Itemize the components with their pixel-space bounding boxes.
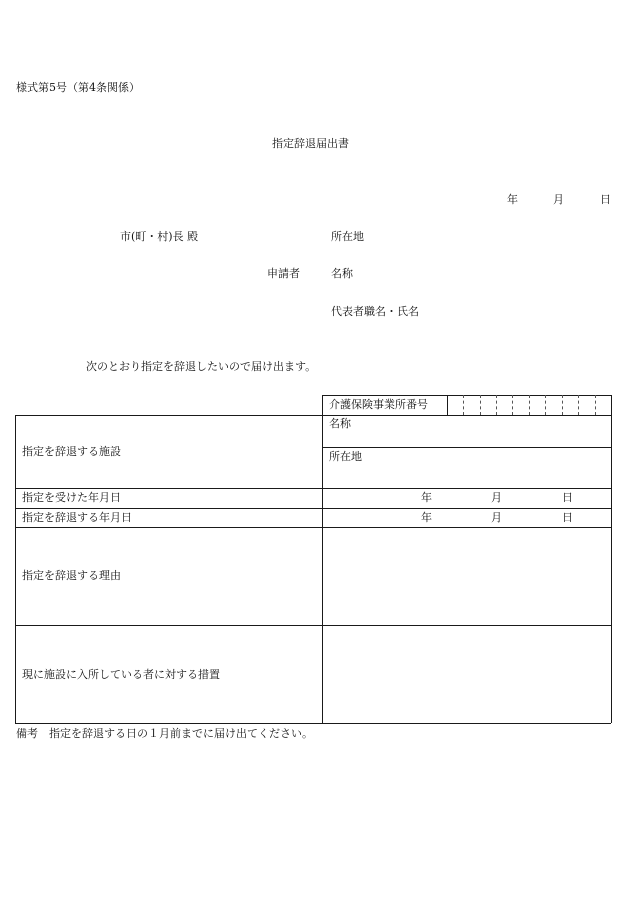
document-title: 指定辞退届出書 xyxy=(272,137,349,150)
received-date-label: 指定を受けた年月日 xyxy=(22,491,121,504)
withdraw-day-unit: 日 xyxy=(562,511,573,524)
facility-address-field[interactable] xyxy=(372,450,609,486)
facility-name-label: 名称 xyxy=(329,417,351,430)
date-year-unit: 年 xyxy=(507,193,518,206)
applicant-address-label: 所在地 xyxy=(331,230,364,243)
received-month-unit: 月 xyxy=(491,491,502,504)
measures-field[interactable] xyxy=(325,628,609,721)
date-day-unit: 日 xyxy=(600,193,611,206)
form-number: 様式第5号（第4条関係） xyxy=(16,81,140,94)
applicant-representative-label: 代表者職名・氏名 xyxy=(331,305,419,318)
measures-label: 現に施設に入所している者に対する措置 xyxy=(22,668,220,681)
received-day-unit: 日 xyxy=(562,491,573,504)
office-number-field[interactable] xyxy=(450,397,609,414)
withdraw-date-label: 指定を辞退する年月日 xyxy=(22,511,132,524)
withdraw-month-unit: 月 xyxy=(491,511,502,524)
facility-label: 指定を辞退する施設 xyxy=(22,445,121,458)
applicant-label: 申請者 xyxy=(267,267,300,280)
date-month-unit: 月 xyxy=(553,193,564,206)
addressee: 市(町・村)長 殿 xyxy=(120,230,199,243)
reason-label: 指定を辞退する理由 xyxy=(22,569,121,582)
reason-field[interactable] xyxy=(325,530,609,623)
intro-text: 次のとおり指定を辞退したいので届け出ます。 xyxy=(86,360,317,373)
facility-name-field[interactable] xyxy=(360,418,609,445)
withdraw-year-unit: 年 xyxy=(421,511,432,524)
remarks: 備考 指定を辞退する日の１月前までに届け出てください。 xyxy=(16,727,313,740)
facility-address-label: 所在地 xyxy=(329,450,362,463)
received-year-unit: 年 xyxy=(421,491,432,504)
office-number-label: 介護保険事業所番号 xyxy=(329,398,428,411)
applicant-name-label: 名称 xyxy=(331,267,353,280)
